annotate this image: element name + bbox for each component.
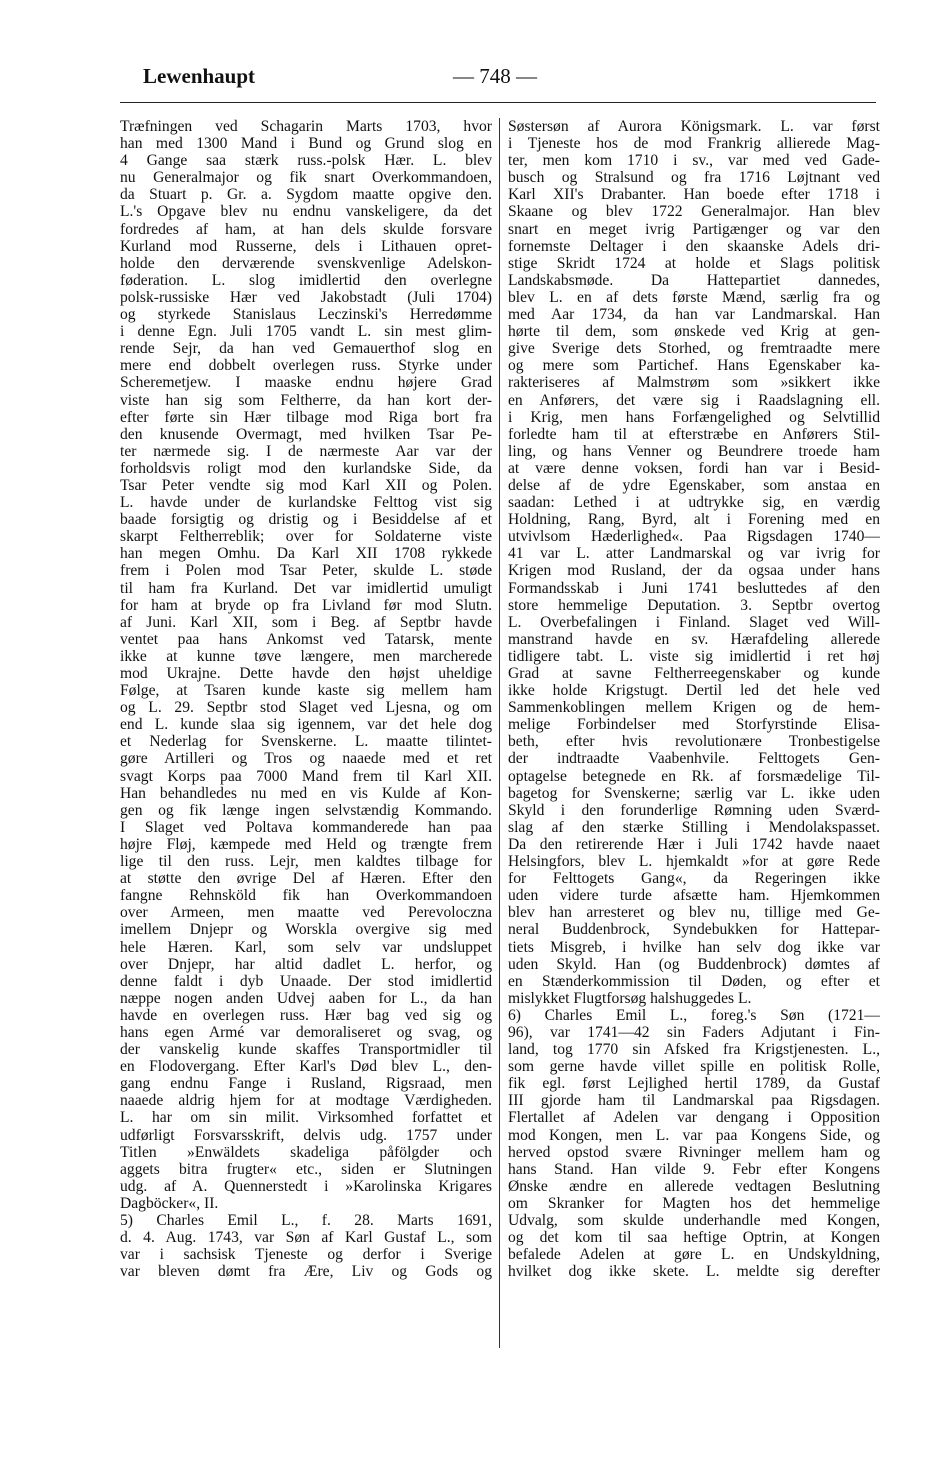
text-line: Dagböcker«, II. (120, 1194, 219, 1212)
header-rule (120, 102, 876, 103)
text-line: bagetog for Svenskerne; særlig var L. ikke uden (508, 784, 880, 802)
text-line: ikke holde Krigstugt. Dertil led det hele ved (508, 682, 880, 700)
text-line: var i sachsisk Tjeneste og derfor i Sverige (120, 1246, 492, 1264)
text-line: Holdning, Rang, Byrd, alt i Forening med en (508, 511, 880, 529)
column-divider (499, 118, 500, 1348)
text-line: næppe nogen anden Udvej aaben for L., da han (120, 989, 492, 1007)
text-line: en Anførers, det være sig i Raadslagning ell. (508, 391, 880, 409)
text-line: hørte til dem, som ønskede ved Krig at gen- (508, 323, 880, 341)
text-line: utvivlsom Hæderlighed«. Paa Rigsdagen 1740— (508, 528, 880, 546)
text-line: en Stænderkommission til Døden, og efter et (508, 972, 880, 990)
text-line: fornemste Deltager i den skaanske Adels dri- (508, 237, 880, 255)
text-line: ventet paa hans Ankomst ved Tatarsk, mente (120, 630, 492, 648)
text-line: den knusende Overmagt, med hvilken Tsar Pe- (120, 425, 492, 443)
text-line: Grad at savne Feltherreegenskaber og kunde (508, 665, 880, 682)
text-line: ter, men kom 1710 i sv., var med ved Gade- (508, 152, 880, 170)
text-line: at støtte den øvrige Del af Hæren. Efter den (120, 870, 492, 888)
right-column (508, 118, 880, 1280)
text-line: at være denne voksen, fordi han var i Besid- (508, 459, 880, 477)
text-line: da Stuart p. Gr. a. Sygdom maatte opgive den. (120, 186, 492, 204)
text-line: udg. af A. Quennerstedt i »Karolinska Krigares (120, 1177, 492, 1195)
text-line: Han behandledes nu med en vis Kulde af Kon- (120, 784, 492, 802)
text-line: skarpt Feltherreblik; over for Soldaterne viste (120, 528, 492, 546)
text-line: I Slaget ved Poltava kommanderede han paa (120, 818, 492, 836)
text-line: 96), var 1741—42 sin Faders Adjutant i Fin- (508, 1023, 880, 1041)
text-line: der indtraadte Vaabenhvile. Felttogets Gen- (508, 750, 880, 768)
text-line: stige Skridt 1724 at holde et Slags politisk (508, 254, 880, 272)
text-line: nu Generalmajor og fik snart Overkommandoen, (120, 169, 492, 187)
text-line: Ønske ændre en allerede vedtagen Beslutning (508, 1177, 880, 1195)
text-line: Krigen mod Rusland, der da ogsaa under hans (508, 562, 880, 580)
text-line: mislykket Flugtforsøg halshuggedes L. (508, 989, 752, 1007)
text-line: hele Hæren. Karl, som selv var undsluppet (120, 938, 492, 956)
text-line: 41 var L. atter Landmarskal og var ivrig for (508, 545, 880, 563)
text-line: blev han arresteret og blev nu, tillige med Ge- (508, 904, 880, 922)
text-line: højre Fløj, kæmpede med Held og trængte frem (120, 835, 492, 853)
text-line: busch og Stralsund og fra 1716 Løjtnant ved (508, 169, 880, 187)
text-line: naaede aldrig hjem for at modtage Værdigheden. (120, 1092, 492, 1110)
text-line: Kurland mod Russerne, dels i Lithauen opret- (120, 237, 492, 255)
text-line: han megen Omhu. Da Karl XII 1708 rykkede (120, 545, 492, 563)
text-line: herved opstod svære Rivninger mellem ham og (508, 1143, 880, 1161)
text-line: saadan: Lethed i at udtrykke sig, en værdig (508, 494, 880, 512)
text-line: mere end dobbelt overlegen russ. Styrke under (120, 357, 492, 375)
text-line: end L. kunde slaa sig igennem, var det hele dog (120, 716, 492, 734)
text-line: Følge, at Tsaren kunde kaste sig mellem ham (120, 682, 492, 700)
text-line: uden Skyld. Han (og Buddenbrock) dømtes af (508, 955, 880, 973)
text-line: ling, og hans Venner og Beundrere troede ham (508, 442, 880, 460)
text-line: ter nærmede sig. I de nærmeste Aar var der (120, 442, 492, 460)
text-line: tidligere tabt. L. viste sig imidlertid i ret høj (508, 647, 880, 665)
text-line: som gerne havde villet spille en politisk Rolle, (508, 1058, 880, 1076)
text-line: til ham fra Kurland. Det var imidlertid umuligt (120, 579, 492, 597)
text-line: udførligt Forsvarsskrift, delvis udg. 1757 under (120, 1126, 492, 1144)
text-line: befalede Adelen at gøre L. en Undskyldning, (508, 1246, 880, 1264)
text-line: neral Buddenbrock, Syndebukken for Hattepar- (508, 921, 880, 939)
text-line: hans egen Armé var demoraliseret og svag, og (120, 1023, 492, 1041)
text-line: Karl XII's Drabanter. Han boede efter 1718 i (508, 186, 880, 204)
text-line: havde en overlegen russ. Hær bag ved sig og (120, 1006, 492, 1024)
text-line: d. 4. Aug. 1743, var Søn af Karl Gustaf L., som (120, 1229, 492, 1247)
text-line: efter førte sin Hær tilbage mod Riga bort fra (120, 408, 492, 426)
text-line: L. havde under de kurlandske Felttog vist sig (120, 494, 492, 512)
text-line: slag af den stærke Stilling i Mendolakspasset. (508, 818, 880, 836)
text-line: polsk-russiske Hær ved Jakobstadt (Juli 1704) (120, 288, 492, 306)
text-line: holde den derværende svenskvenlige Adelskon- (120, 254, 492, 272)
text-line: hans Stand. Han vilde 9. Febr efter Kongens (508, 1160, 880, 1178)
text-line: L.'s Opgave blev nu endnu vanskeligere, da det (120, 203, 492, 221)
text-line: denne faldt i dyb Unaade. Der stod imidlertid (120, 972, 492, 990)
page-header (143, 64, 876, 100)
text-line: fangne Rehnsköld fik han Overkommandoen (120, 887, 492, 905)
text-line: Scheremetjew. I maaske endnu højere Grad (120, 374, 492, 392)
text-line: svagt Korps paa 7000 Mand frem til Karl XII. (120, 767, 492, 785)
text-line: imellem Dnjepr og Worskla overgive sig med (120, 921, 492, 939)
text-line: for ham at bryde op fra Livland før mod Slutn. (120, 596, 492, 614)
text-line: Titlen »Enwäldets skadeliga påfölgder och (120, 1143, 492, 1161)
text-line: delse af de ydre Egenskaber, som anstaa en (508, 476, 880, 494)
text-line: af Juni. Karl XII, som i Beg. af Septbr havde (120, 613, 492, 631)
text-line: med Aar 1734, da han var Landmarskal. Han (508, 306, 880, 324)
text-line: et Nederlag for Svenskerne. L. maatte tilintet- (120, 733, 492, 751)
text-line: var bleven dømt fra Ære, Liv og Gods og (120, 1263, 492, 1281)
text-line: han med 1300 Mand i Bund og Grund slog en (120, 135, 492, 153)
text-line: gang endnu Fange i Rusland, Rigsraad, men (120, 1075, 492, 1093)
text-line: Flertallet af Adelen var dengang i Opposition (508, 1109, 880, 1127)
text-line: føderation. L. slog imidlertid den overlegne (120, 271, 492, 289)
text-line: melige Forbindelser med Storfyrstinde Elisa- (508, 716, 880, 734)
text-line: 6) Charles Emil L., foreg.'s Søn (1721— (508, 1006, 880, 1024)
left-column (120, 118, 492, 1280)
text-line: Landskabsmøde. Da Hattepartiet dannedes, (508, 271, 880, 289)
text-line: 5) Charles Emil L., f. 28. Marts 1691, (120, 1212, 492, 1229)
text-line: L. har om sin milit. Virksomhed forfattet et (120, 1109, 492, 1127)
text-line: tiets Misgreb, i hvilke han selv dog ikke var (508, 938, 880, 956)
text-line: forledte ham til at efterstræbe en Anførers Stil- (508, 425, 880, 443)
text-line: fik egl. først Lejlighed hertil 1789, da Gustaf (508, 1075, 880, 1093)
text-line: Helsingfors, blev L. hjemkaldt »for at gøre Rede (508, 853, 880, 871)
text-line: mod Kongen, men L. var paa Kongens Side, og (508, 1126, 880, 1144)
text-line: Formandsskab i Juni 1741 besluttedes af den (508, 579, 880, 597)
text-line: baade forsigtig og dristig og i Besiddelse af et (120, 511, 492, 529)
text-line: om Skranker for Magten hos det hemmelige (508, 1194, 880, 1212)
text-line: blev L. en af dets første Mænd, særlig fra og (508, 288, 880, 306)
text-line: land, tog 1770 sin Afsked fra Krigstjenesten. L., (508, 1041, 880, 1059)
text-line: i denne Egn. Juli 1705 vandt L. sin mest glim- (120, 323, 492, 341)
text-line: aggets bitra frugter« etc., siden er Slutningen (120, 1160, 492, 1178)
text-line: gøre Artilleri og Tros og naaede med et ret (120, 750, 492, 768)
text-line: rakteriseres af Malmstrøm som »sikkert ikke (508, 374, 880, 392)
text-line: 4 Gange saa stærk russ.-polsk Hær. L. blev (120, 152, 492, 170)
text-line: over Dnjepr, har altid dadlet L. herfor, og (120, 955, 492, 973)
text-line: L. Overbefalingen i Finland. Slaget ved Will- (508, 613, 880, 631)
text-line: snart en meget ivrig Partigænger og var den (508, 220, 880, 238)
text-line: Skyld i den forunderlige Rømning uden Sværd- (508, 801, 880, 819)
text-line: og styrkede Stanislaus Leczinski's Herredømme (120, 306, 492, 324)
text-line: Søstersøn af Aurora Königsmark. L. var først (508, 118, 880, 135)
text-line: Tsar Peter vendte sig mod Karl XII og Polen. (120, 476, 492, 494)
text-line: og L. 29. Septbr stod Slaget ved Ljesna, og om (120, 699, 492, 717)
text-line: i Krig, men hans Forfængelighed og Selvtillid (508, 408, 880, 426)
text-line: frem i Polen mod Tsar Peter, skulde L. støde (120, 562, 492, 580)
text-line: en Flodovergang. Efter Karl's Død blev L., den- (120, 1058, 492, 1076)
text-line: fordredes af ham, at han dels skulde forsvare (120, 220, 492, 238)
text-line: beth, efter hvis revolutionære Tronbestigelse (508, 733, 880, 751)
text-line: manstrand havde en sv. Hærafdeling allerede (508, 630, 880, 648)
text-line: store hemmelige Deputation. 3. Septbr overtog (508, 596, 880, 614)
text-line: forholdsvis roligt mod den kurlandske Side, da (120, 459, 492, 477)
text-line: over Armeen, men maatte ved Perevoloczna (120, 904, 492, 922)
text-line: viste han sig som Feltherre, da han kort der- (120, 391, 492, 409)
text-line: Da den retirerende Hær i Juli 1742 havde naaet (508, 835, 880, 853)
text-line: Udvalg, som skulde underhandle med Kongen, (508, 1212, 880, 1229)
text-line: ikke at kunne tøve længere, men marcherede (120, 647, 492, 665)
text-line: og mere som Partichef. Hans Egenskaber ka- (508, 357, 880, 375)
page-number: — 748 — (453, 64, 537, 88)
text-line: i Tjeneste hos de mod Frankrig allierede Mag- (508, 135, 880, 153)
text-line: Træfningen ved Schagarin Marts 1703, hvor (120, 118, 492, 135)
text-line: lige til den russ. Lejr, men kaldtes tilbage for (120, 853, 492, 871)
text-line: gen og fik længe ingen selvstændig Kommando. (120, 801, 492, 819)
text-line: give Sverige dets Storhed, og fremtraadte mere (508, 340, 880, 358)
text-line: hvilket dog ikke skete. L. meldte sig derefter (508, 1263, 880, 1281)
text-line: Sammenkoblingen mellem Krigen og de hem- (508, 699, 880, 717)
text-line: rende Sejr, da han ved Gemauerthof slog en (120, 340, 492, 358)
text-line: der vanskelig kunde skaffes Transportmidler til (120, 1041, 492, 1059)
text-line: III gjorde ham til Landmarskal paa Rigsdagen. (508, 1092, 880, 1110)
text-line: uden videre turde afsætte ham. Hjemkommen (508, 887, 880, 905)
text-line: for Felttogets Gang«, da Regeringen ikke (508, 870, 880, 888)
text-line: og det kom til saa heftige Optrin, at Kongen (508, 1229, 880, 1247)
text-line: optagelse betegnede en Rk. af forsmædelige Til- (508, 767, 880, 785)
text-line: Skaane og blev 1722 Generalmajor. Han blev (508, 203, 880, 221)
running-title: Lewenhaupt (143, 64, 256, 88)
text-line: mod Ukrajne. Dette havde den højst uheldige (120, 665, 492, 682)
